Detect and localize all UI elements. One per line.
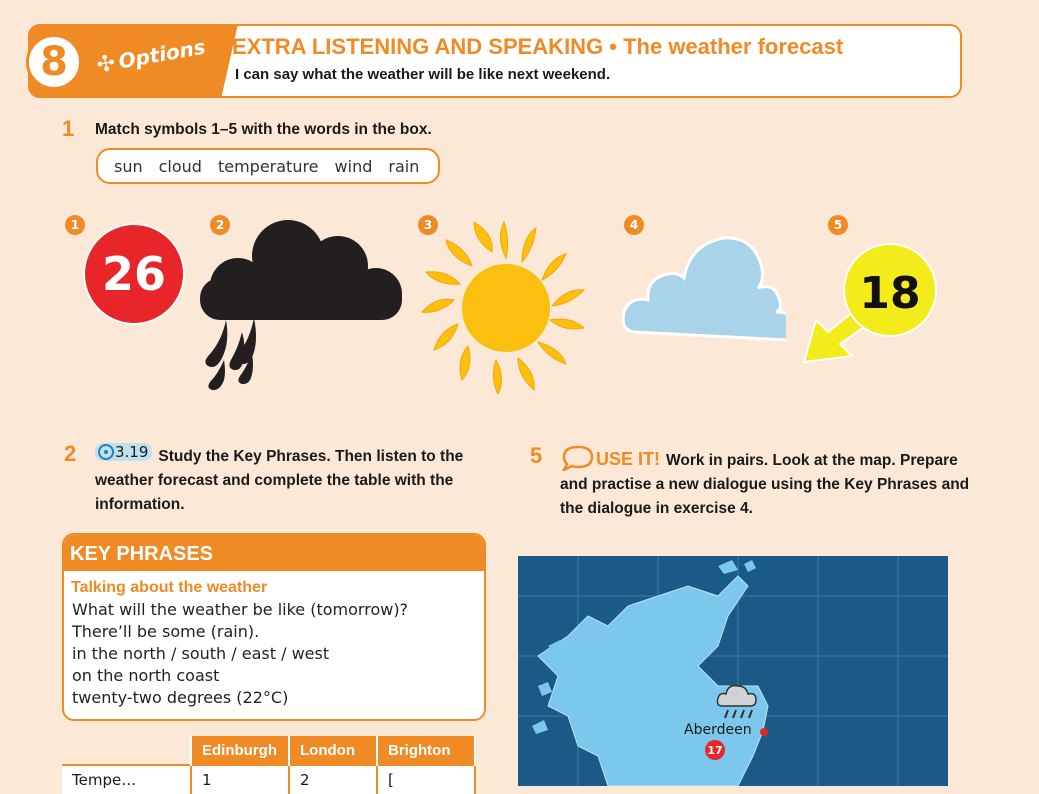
map-city-label: Aberdeen [684, 722, 752, 738]
exercise-5-number: 5 [530, 443, 543, 468]
unit-number: 8 [26, 34, 82, 90]
options-icon: ✣ [94, 50, 118, 79]
options-label: ✣Options [94, 34, 208, 79]
symbol-5-number: 5 [828, 215, 848, 235]
key-phrases-box [62, 533, 486, 721]
key-phrase-line: What will the weather be like (tomorrow)? [72, 600, 409, 619]
map-graphic [518, 556, 948, 786]
key-phrase-line: in the north / south / east / west [72, 644, 330, 663]
exercise-2-number: 2 [64, 441, 77, 466]
table-corner [62, 736, 191, 765]
word-wind: wind [334, 156, 373, 176]
symbol-1-number: 1 [65, 215, 85, 235]
word-temperature: temperature [217, 156, 319, 176]
use-it-label: USE IT! [596, 449, 661, 469]
word-cloud: cloud [158, 156, 202, 176]
key-phrase-line: There’ll be some (rain). [72, 622, 260, 641]
table-cell[interactable]: 1 [191, 765, 289, 794]
audio-track-button[interactable] [95, 443, 152, 461]
audio-disc-icon [97, 443, 115, 461]
temperature-value: 26 [101, 247, 167, 301]
forecast-table [62, 736, 476, 794]
exercise-1-number: 1 [62, 116, 75, 141]
symbol-4-number: 4 [624, 215, 644, 235]
symbol-3-number: 3 [418, 215, 438, 235]
wind-value: 18 [859, 268, 921, 319]
sun-icon [416, 214, 596, 398]
table-header-london: London [289, 736, 377, 765]
temperature-icon [82, 222, 186, 326]
lesson-header [28, 24, 962, 98]
exercise-5-text: Work in pairs. Look at the map. Prepare and practise a new dialogue using the Key Phrases and the dialogue in exercise 4. [560, 452, 970, 517]
word-sun: sun [114, 156, 143, 176]
rain-cloud-icon [196, 214, 408, 398]
table-cell[interactable]: 2 [289, 765, 377, 794]
key-phrases-heading: KEY PHRASES [64, 535, 484, 571]
wind-icon [798, 240, 940, 368]
word-rain: rain [388, 156, 420, 176]
audio-track-number: 3.19 [115, 443, 149, 461]
weather-map [518, 556, 948, 786]
page-title: EXTRA LISTENING AND SPEAKING • The weather forecast [232, 34, 844, 59]
exercise-2-text: Study the Key Phrases. Then listen to the weather forecast and complete the table with the information. [95, 448, 464, 513]
cloud-icon [618, 228, 786, 342]
word-box [96, 148, 440, 184]
table-cell[interactable]: [ [377, 765, 475, 794]
speech-bubble-icon [560, 445, 596, 471]
table-row-label: Tempe… [62, 765, 191, 794]
key-phrases-subheading: Talking about the weather [71, 579, 268, 596]
exercise-1-instruction: Match symbols 1–5 with the words in the box. [95, 121, 432, 138]
exercise-2-instruction [95, 443, 475, 517]
symbol-2-number: 2 [210, 215, 230, 235]
table-header-edinburgh: Edinburgh [191, 736, 289, 765]
map-temperature-badge: 17 [705, 740, 725, 760]
table-header-brighton: Brighton [377, 736, 475, 765]
exercise-5-instruction [560, 445, 980, 521]
key-phrase-line: on the north coast [72, 666, 220, 685]
key-phrase-line: twenty-two degrees (22°C) [72, 688, 289, 707]
table-row [62, 765, 475, 794]
page-subtitle: I can say what the weather will be like next weekend. [235, 66, 611, 83]
